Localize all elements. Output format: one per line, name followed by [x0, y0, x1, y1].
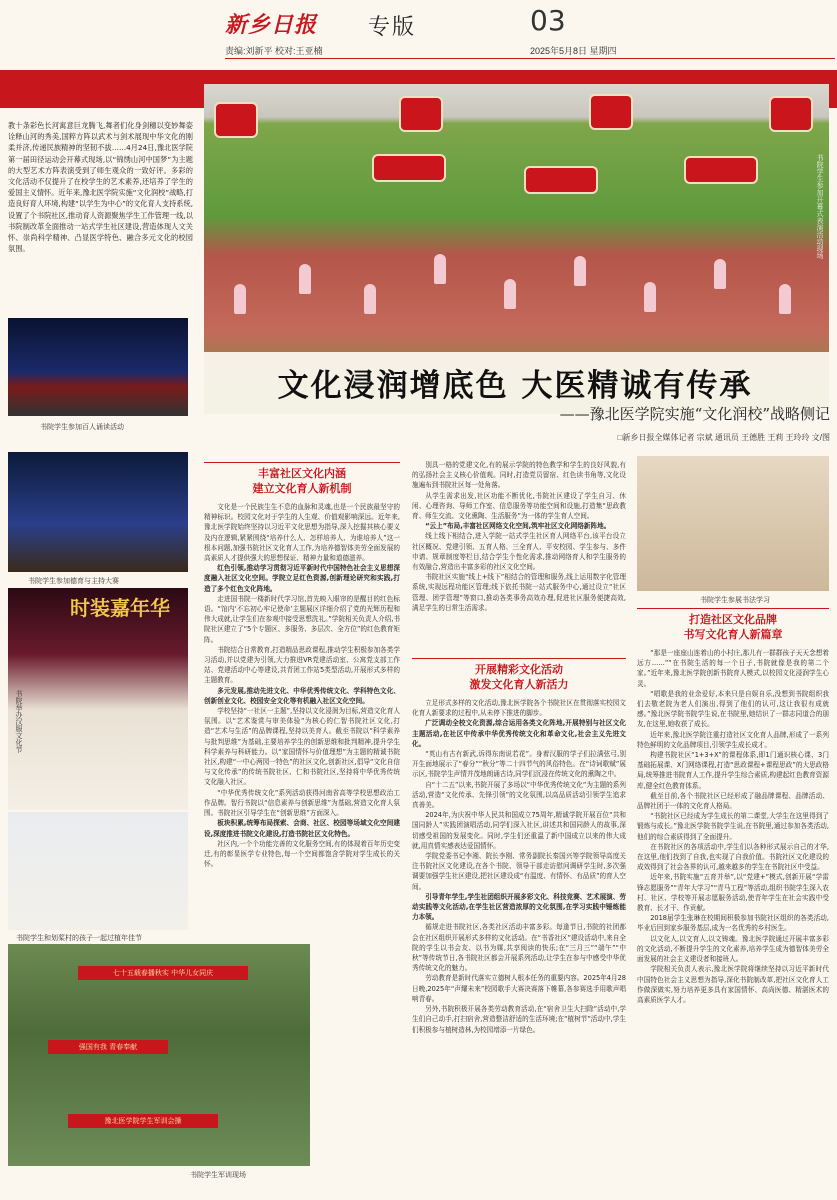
article-column-4 — [637, 648, 829, 1196]
article-paragraph: 书院社区实施“线上+线下”相结合的管理和服务,线上运用数字化管理系统,实现远程功能区管理;线下依托书院一站式服务中心,通过设立“社区管理、团学管理”等窗口,推动各类事务高效办理,促进社区服务便捷高效,满足学生的日常生活需求。 — [412, 573, 626, 612]
article-paragraph: 引导青年学生,学生社团组织开展多彩文化、科技竞赛、艺术展演、劳动实践等文化活动,在学生社区营造浓厚的文化氛围,在学习实践中锤炼能力本领。 — [412, 892, 626, 922]
article-paragraph: 社区内,一个个功能完善的文化服务空间,有的体现着百年历史变迁,有的彰显医学专业特色,每一个空间都饱含学院对学生成长的关怀。 — [204, 839, 400, 869]
article-paragraph: 近年来,书院实施“五育并举”,以“党建+”模式,创新开展“学雷锋志愿服务”“青年大学习”“青马工程”等活动,组织书院学生深入农村、社区、学校等开展志愿服务活动,使青年学生在社会实践中受教育、长才干、作贡献。 — [637, 873, 829, 913]
drum — [399, 96, 443, 132]
article-paragraph: “中华优秀传统文化”系列活动获得河南省高等学校思想政治工作品牌。智行书院以“信息素养与创新思维”为基础,营造文化育人氛围。书院社区引导学生在“创新思维”方面深入。 — [204, 788, 400, 818]
section-title: 专版 — [368, 15, 417, 40]
section-rule — [637, 608, 829, 609]
article-paragraph: 文化是一个民族生生不息的血脉和灵魂,也是一个民族最坚守的精神标识。校园文化对于学生的人生观、价值观影响深远。近年来,豫北医学院始终坚持以习近平文化思想为指导,深入挖掘其核心要义及内在逻辑,紧紧围绕“培养什么人、怎样培养人、为谁培养人”这一根本问题,加强书院社区文化育人工作,为培养德智体美劳全面发展的高素质人才提供强大的思想保证、精神力量和道德滋养。 — [204, 503, 400, 563]
photo-calligraphy — [637, 456, 829, 591]
dancer — [504, 279, 516, 309]
article-paragraph: 近年来,豫北医学院注重打造社区文化育人品牌,形成了一系列特色鲜明的文化品牌项目,引领学生成长成才。 — [637, 730, 829, 749]
dancer — [434, 254, 446, 284]
section-heading-line: 书写文化育人新篇章 — [683, 628, 783, 641]
article-paragraph: 广泛调动全校文化资源,综合运用各类文化阵地,开展特别与社区文化主题活动,在社区中传承中华优秀传统文化和革命文化,社会主义先进文化。 — [412, 719, 626, 748]
section-heading-line: 打造社区文化品牌 — [689, 613, 777, 626]
drum — [769, 96, 813, 132]
subheadline: ——豫北医学院实施“文化润校”战略侧记 — [559, 405, 830, 423]
photo-military-caption: 书院学生军训现场 — [190, 1171, 246, 1179]
photo-hanfu — [8, 588, 188, 810]
dancer — [364, 284, 376, 314]
dancer — [779, 284, 791, 314]
article-paragraph: “英山有古有新武,诉得东南说若花”。身着汉服的学子们拉满弦弓,别开生面地展示了“春分”“秋分”等二十四节气的风俗特色。在“诗词歌赋”展示区,书院学生声情并茂地朗诵古诗,同学们沉浸在传统文化的熏陶之中。 — [412, 750, 626, 779]
article-paragraph: “唱歌是我的业余爱好,本来只是自娱自乐,没想到书院组织我们去敬老院为老人们演出,得到了他们的认可,这让我很有成就感。”豫北医学院书院学生说,在书院里,她结识了一群志同道合的朋友,在这里,她收获了成长。 — [637, 689, 829, 729]
drum — [214, 102, 258, 138]
article-column-3b — [412, 698, 626, 1196]
article-paragraph: 多元发展,推动先进文化、中华优秀传统文化、学科特色文化、创新创业文化、校园安全文化等有机融入社区文化空间。 — [204, 686, 400, 705]
article-paragraph: 在书院社区的各项活动中,学生们以各种形式展示自己的才华,在这里,他们找到了自我,也实现了自我价值。书院社区文化建设的成效得到了社会各界的认可,越来越多的学生在书院社区中受益。 — [637, 842, 829, 872]
photo-banner: 豫北医学院学生军训会操 — [68, 1114, 218, 1128]
photo-hanfu-title: 时装嘉年华 — [70, 596, 170, 620]
article-paragraph: 自“十二五”以来,书院开展了多场以“中华优秀传统文化”为主题的系列活动,营造“文化传承、先锋引领”的文化氛围,以高品质活动引领学生追求真善美。 — [412, 780, 626, 810]
section-heading-1 — [204, 466, 400, 496]
article-paragraph: 学校坚持“一社区一主题”,坚持以文化浸润为目标,营造文化育人氛围。以“艺术鉴赏与审美体验”为核心的仁智书院社区文化,打造“艺术与生活”的品牌课程,坚持以美育人。截至书院以“科学素养与批判思维”为基础,主要培养学生的创新思维和批判精神,提升学生科学素养与科研能力。以“家国情怀与价值理想”为主题的精诚书院社区,构建“一中心两园一特色”的社区文化,创新社区,倡导“文化自信与文化传承”的传统书院社区、仁和书院社区,坚持将中华优秀传统文化融入社区。 — [204, 707, 400, 787]
article-paragraph: 学院相关负责人表示,豫北医学院将继续坚持以习近平新时代中国特色社会主义思想为指导,深化书院制改革,把社区文化育人工作做深做实,努力培养更多具有家国情怀、高尚医德、精湛医术的高素质医学人才。 — [637, 965, 829, 1004]
page-number: 03 — [530, 4, 566, 37]
photo-children — [8, 812, 188, 930]
headline: 文化浸润增底色 大医精诚有传承 — [277, 368, 753, 404]
photo-contest — [8, 452, 188, 572]
photo-children-caption: 书院学生和划桨村的孩子一起过植年佳节 — [16, 934, 142, 942]
drum — [524, 166, 598, 194]
newspaper-logo: 新乡日报 — [225, 12, 318, 38]
lead-paragraph: 教十条彩色长河寓意巨龙腾飞,舞者们化身剑穗以变妙舞姿诠释山河的秀美,国粹方阵以武术与剑术展现中华文化的刚柔并济,传递民族精神的坚韧不拔……4月24日,豫北医学院第一届田径运动会开幕式现场,以“锦绣山河中国梦”为主题的大型艺术方阵表演受到了师生观众的一致好评。多彩的文化活动不仅提升了在校学生的艺术素养,还培养了学生的爱国主义情怀。近年来,豫北医学院实施“文化润校”战略,打造良好育人环境,构建“以学生为中心”的文化育人支持系统,设置了个书院社区,推动育人资源聚焦学生工作管理一线,以书院制改革全面推动一站式学生社区建设,营造体现人文关怀、崇尚科学精神、凸显医学特色、融合多元文化的校园氛围。 — [8, 121, 193, 254]
article-paragraph: 立足形式多样的文化活动,豫北医学院各个书院社区在贯彻落实校园文化育人新要求的过程中,从未停下推进的脚步。 — [412, 699, 626, 718]
masthead — [0, 0, 837, 62]
article-paragraph: 另外,书院积极开展各类劳动教育活动,在“宿舍卫生大扫除”活动中,学生们自己动手,打扫宿舍,营造整洁舒适的生活环境;在“植树节”活动中,学生们积极参与植树造林,为校园增添一片绿色。 — [412, 1005, 626, 1034]
article-paragraph: 书院结合日常教育,打造精品思政课程,推动学生积极参加各类学习活动,并以党建为引领,大力推进VR党建活动室、公寓党支部工作站、党建活动中心等建设,共青团工作站5类型活动,开展形式多样的主题教育。 — [204, 645, 400, 685]
byline: □新乡日报全媒体记者 宗斌 通讯员 王德胜 王莉 王玲玲 文/图 — [617, 433, 830, 442]
article-column-3 — [412, 460, 626, 654]
photo-banner: 强国有我 青春奉献 — [48, 1040, 168, 1054]
photo-hanfu-caption: 书院举办汉服文化节 — [15, 690, 23, 753]
dancer — [714, 259, 726, 289]
section-heading-line: 激发文化育人新活力 — [469, 678, 569, 691]
photo-banner: 七十五载春播秋实 中华儿女同庆 — [78, 966, 248, 980]
main-photo-caption: 书院学生参加开幕式表演活动现场 — [816, 154, 824, 259]
section-heading-line: 开展精彩文化活动 — [475, 663, 563, 676]
dancer — [234, 284, 246, 314]
article-paragraph: 学院党委书记李湘、院长李刚、常务副院长秦国兴等学院领导高度关注书院社区文化建设,在各个书院、领导干部走访慰问调研学生时,多次强调要加强学生社区建设,把社区建设成“有温度、有情怀、有品质”的育人空间。 — [412, 852, 626, 891]
issue-date: 2025年5月8日 星期四 — [530, 46, 617, 56]
article-paragraph: 走进国书院一楼新时代学习馆,首先映入眼帘的是醒目的红色标语。“馆内‘不忘初心牢记使命’主题展区详细介绍了党的光辉历程和伟大成就,让学生们在参观中接受思想洗礼。”学院相关负责人介绍,书院社区建立了“5个专题区、多服务、多层次、全方位”的红色教育矩阵。 — [204, 594, 400, 644]
dancer — [299, 264, 311, 294]
article-paragraph: 红色引领,推动学习贯彻习近平新时代中国特色社会主义思想深度融入社区文化空间。学院立足红色资源,创新理论研究和实践,打造了多个红色文化阵地。 — [204, 564, 400, 593]
section-rule — [204, 462, 400, 463]
article-paragraph: 2024年,为庆祝中华人民共和国成立75周年,精诚学院开展百位“共和国同龄人”实践团演唱活动,同学们深入社区,讲述共和国同龄人的故事,深切感受祖国的发展变化。同时,学生们还重温了新中国成立以来的伟大成就,用真情实感表达爱国情怀。 — [412, 811, 626, 850]
article-paragraph: 2018届学生张琳在校期间积极参加书院社区组织的各类活动,毕业后回到家乡服务基层,成为一名优秀的乡村医生。 — [637, 914, 829, 933]
photo-calligraphy-caption: 书院学生参展书法学习 — [700, 596, 770, 604]
article-paragraph: “云上”布局,丰富社区网络文化空间,筑牢社区文化网络新阵地。 — [425, 522, 611, 531]
article-paragraph: “那是一座座山连着山的小村庄,那儿有一群群孩子天天念想着远方……”“在书院生活的每一个日子,书院就像是我的第二个家。”近年来,豫北医学院创新书院育人模式,以校园文化浸润学生心灵。 — [637, 649, 829, 688]
masthead-rule — [225, 58, 835, 59]
drum — [684, 156, 758, 184]
section-rule — [412, 658, 626, 659]
article-paragraph: 截至目前,各个书院社区已经形成了融品牌课程、品牌活动、品牌社团于一体的文化育人格局。 — [637, 791, 829, 811]
editor-credits: 责编:刘新平 校对:王亚楠 — [225, 46, 323, 56]
photo-recital-caption: 书院学生参加百人诵读活动 — [40, 423, 124, 431]
article-paragraph: 板块积累,统筹布局探索、会商、社区、校园等场域文化空间建设,深度推进书院文化建设,打造书院社区文化特色。 — [204, 819, 400, 838]
article-paragraph: 以文化人,以文育人,以文铸魂。豫北医学院通过开展丰富多彩的文化活动,不断提升学生的文化素养,培养学生成为德智体美劳全面发展的社会主义建设者和接班人。 — [637, 934, 829, 964]
article-paragraph: 循规走进书院社区,各类社区活动丰富多彩。每逢节日,书院的社团都会在社区组织开展形式多样的文化活动。在“书香社区”建设活动中,来自全院的学生以书会友、以书为媒,共享阅读的快乐;在“三月三”“端午”“中秋”等传统节日,各书院社区都会开展系列活动,让学生在参与中感受中华优秀传统文化的魅力。 — [412, 923, 626, 973]
drum — [372, 154, 446, 182]
article-paragraph: 构建书院社区“1+3+X”的课程体系,即1门通识核心课、3门基础拓展课、X门网络课程,打造“思政课程+课程思政”的大思政格局,统筹推进书院育人工作,提升学生综合素质,构建起红色教育资源库,健全红色教育体系。 — [637, 751, 829, 790]
section-heading-line: 建立文化育人新机制 — [252, 482, 352, 495]
article-paragraph: 从学生需求出发,社区功能不断优化,书院社区建设了学生自习、休闲、心理咨询、导师工作室、信息服务等功能空间和设施,打造集“思政教育、师生交流、文化熏陶、生活服务”为一体的学生育人空间。 — [412, 491, 626, 521]
photo-contest-caption: 书院学生参加德育与主持大赛 — [28, 577, 119, 585]
photo-recital — [8, 318, 188, 416]
section-heading-3 — [637, 612, 829, 642]
dancer — [644, 282, 656, 312]
section-heading-line: 丰富社区文化内涵 — [258, 467, 346, 480]
article-column-2 — [204, 502, 400, 1196]
section-heading-2 — [412, 662, 626, 692]
article-paragraph: 别具一格的党建文化,有的展示学院的特色教学和学生的良好风貌,有的弘扬社会主义核心价值观。同时,打造党员留宿、红色读书角等,文化设施遍布到书院社区每一处角落。 — [412, 461, 626, 490]
article-paragraph: “书院社区已经成为学生成长的第二课堂,大学生在这里得到了锻炼与成长。”豫北医学院书院学生说,在书院里,通过参加各类活动,他们的综合素质得到了全面提升。 — [637, 812, 829, 841]
drum — [589, 94, 633, 130]
dancer — [574, 256, 586, 286]
article-paragraph: 线上线下相结合,进入学院一站式学生社区育人网络平台,该平台设立社区概况、党建引领、五育人格、三全育人、平安校园、学生参与、多件申请、规章制度等栏目,结合学生个性化需求,推动网络育人和学生服务的有效融合,营造出丰富多彩的社区文化空间。 — [412, 532, 626, 572]
article-paragraph: 劳动教育是新时代落实立德树人根本任务的重要内容。2025年4月28日晚,2025年“声耀未来”校园歌手大赛决赛落下帷幕,各参赛选手用歌声唱响青春。 — [412, 974, 626, 1003]
